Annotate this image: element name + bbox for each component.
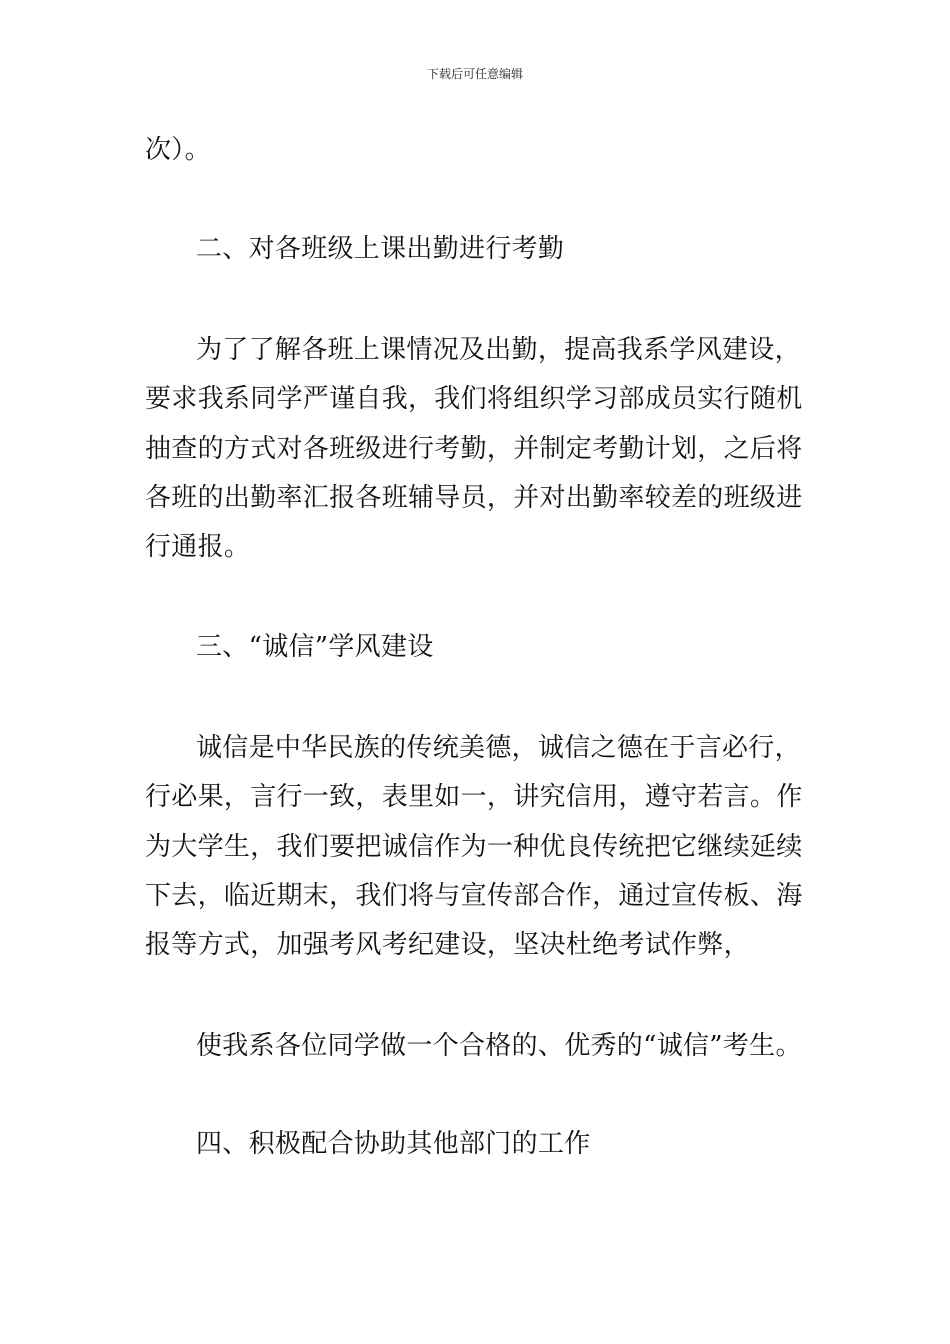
text-line: 次）。 — [145, 135, 211, 165]
section-heading: 四、积极配合协助其他部门的工作 — [196, 1129, 591, 1159]
paragraph-line: 要求我系同学严谨自我，我们将组织学习部成员实行随机 — [145, 384, 803, 414]
paragraph-line: 报等方式，加强考风考纪建设，坚决杜绝考试作弊， — [145, 930, 750, 960]
paragraph-line: 为了了解各班上课情况及出勤，提高我系学风建设， — [196, 335, 801, 365]
page-header: 下载后可任意编辑 — [426, 67, 523, 81]
paragraph-line: 行必果，言行一致，表里如一，讲究信用，遵守若言。作 — [145, 782, 803, 812]
paragraph-line: 下去，临近期末，我们将与宣传部合作，通过宣传板、海 — [145, 881, 803, 911]
paragraph-line: 行通报。 — [145, 532, 251, 562]
section-heading: 二、对各班级上课出勤进行考勤 — [196, 234, 565, 264]
paragraph-line: 为大学生，我们要把诚信作为一种优良传统把它继续延续 — [145, 832, 803, 862]
section-heading: 三、“诚信”学风建设 — [196, 632, 434, 662]
paragraph-line: 各班的出勤率汇报各班辅导员，并对出勤率较差的班级进 — [145, 483, 803, 513]
paragraph-line: 诚信是中华民族的传统美德，诚信之德在于言必行， — [196, 733, 801, 763]
paragraph-line: 抽查的方式对各班级进行考勤，并制定考勤计划，之后将 — [145, 434, 803, 464]
paragraph-line: 使我系各位同学做一个合格的、优秀的“诚信”考生。 — [196, 1031, 802, 1061]
